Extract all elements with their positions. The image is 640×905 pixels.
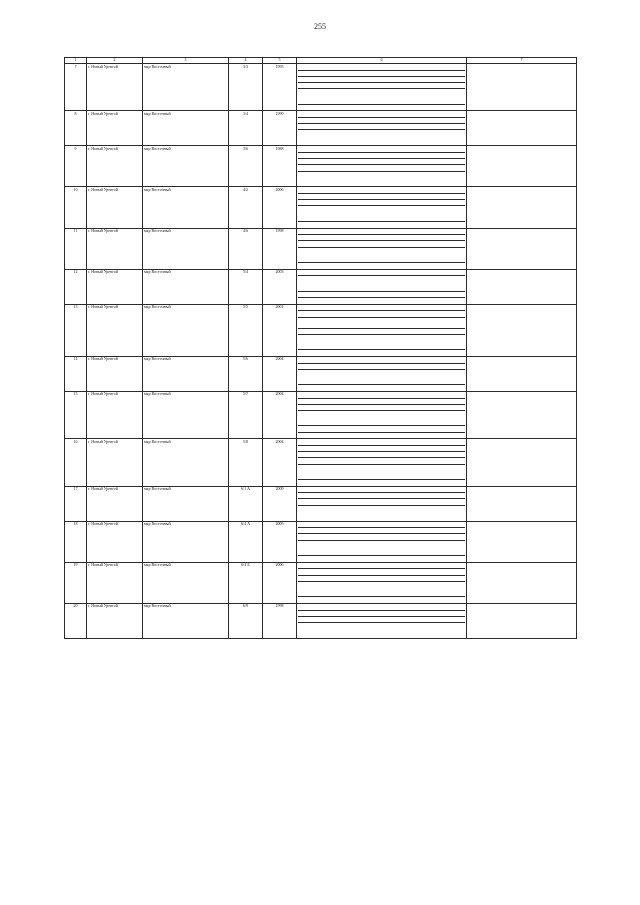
column-header: 7 — [467, 58, 577, 64]
work-item — [298, 582, 465, 597]
object-code-cell — [467, 269, 577, 304]
column-header: 1 — [65, 58, 87, 64]
work-item — [298, 298, 465, 303]
house-cell: 6/9 — [229, 603, 263, 638]
object-code-cell — [467, 391, 577, 438]
row-number: 19 — [65, 562, 87, 603]
object-code-cell — [467, 64, 577, 111]
house-cell: 6/1 А — [229, 486, 263, 521]
row-number: 7 — [65, 64, 87, 111]
column-header: 2 — [87, 58, 143, 64]
city-cell: г. Новый Уренгой — [87, 304, 143, 356]
works-cell — [297, 391, 467, 438]
table-row — [65, 391, 577, 438]
work-item — [298, 350, 465, 355]
table-row — [65, 562, 577, 603]
year-cell: 1998 — [263, 228, 297, 269]
table-row — [65, 146, 577, 187]
city-cell: г. Новый Уренгой — [87, 269, 143, 304]
district-cell: мкр Восточный — [143, 356, 229, 391]
city-cell: г. Новый Уренгой — [87, 187, 143, 228]
year-cell: 1999 — [263, 111, 297, 146]
house-cell: 5/8 — [229, 439, 263, 486]
object-code-cell — [467, 562, 577, 603]
object-code-cell — [467, 439, 577, 486]
year-cell: 1998 — [263, 603, 297, 638]
district-cell: мкр Восточный — [143, 64, 229, 111]
work-item — [298, 623, 465, 637]
works-cell — [297, 111, 467, 146]
work-item — [298, 172, 465, 186]
object-code-cell — [467, 486, 577, 521]
table-row — [65, 111, 577, 146]
table-body — [65, 64, 577, 639]
table-row — [65, 269, 577, 304]
row-number: 8 — [65, 111, 87, 146]
year-cell: 1988 — [263, 146, 297, 187]
city-cell: г. Новый Уренгой — [87, 111, 143, 146]
work-item — [298, 105, 465, 110]
work-item — [298, 222, 465, 227]
table-row — [65, 521, 577, 562]
district-cell: мкр Восточный — [143, 439, 229, 486]
house-cell: 3/6 — [229, 146, 263, 187]
house-cell: 6/4 Б — [229, 562, 263, 603]
works-cell — [297, 356, 467, 391]
district-cell: мкр Восточный — [143, 146, 229, 187]
house-cell: 5/6 — [229, 356, 263, 391]
city-cell: г. Новый Уренгой — [87, 64, 143, 111]
district-cell: мкр Восточный — [143, 304, 229, 356]
city-cell: г. Новый Уренгой — [87, 521, 143, 562]
row-number: 15 — [65, 391, 87, 438]
table-row — [65, 486, 577, 521]
column-header: 6 — [297, 58, 467, 64]
row-number: 14 — [65, 356, 87, 391]
works-cell — [297, 228, 467, 269]
work-item — [298, 556, 465, 561]
object-code-cell — [467, 146, 577, 187]
works-cell — [297, 486, 467, 521]
year-cell: 2004 — [263, 356, 297, 391]
row-number: 20 — [65, 603, 87, 638]
row-number: 9 — [65, 146, 87, 187]
object-code-cell — [467, 111, 577, 146]
work-item — [298, 411, 465, 426]
row-number: 13 — [65, 304, 87, 356]
works-cell — [297, 187, 467, 228]
works-cell — [297, 146, 467, 187]
row-number: 12 — [65, 269, 87, 304]
district-cell: мкр Восточный — [143, 269, 229, 304]
house-cell: 5/5 — [229, 304, 263, 356]
work-item — [298, 506, 465, 520]
year-cell: 1995 — [263, 64, 297, 111]
row-number: 17 — [65, 486, 87, 521]
table-row — [65, 603, 577, 638]
district-cell: мкр Восточный — [143, 228, 229, 269]
table-row — [65, 228, 577, 269]
house-cell: 3/3 — [229, 64, 263, 111]
work-item — [298, 335, 465, 350]
work-item — [298, 433, 465, 438]
house-cell: 5/7 — [229, 391, 263, 438]
city-cell: г. Новый Уренгой — [87, 391, 143, 438]
works-cell — [297, 269, 467, 304]
house-cell: 4/2 — [229, 187, 263, 228]
row-number: 18 — [65, 521, 87, 562]
year-cell: 2004 — [263, 391, 297, 438]
object-code-cell — [467, 603, 577, 638]
work-item — [298, 89, 465, 104]
work-item — [298, 263, 465, 268]
row-number: 11 — [65, 228, 87, 269]
year-cell: 2001 — [263, 304, 297, 356]
city-cell: г. Новый Уренгой — [87, 228, 143, 269]
district-cell: мкр Восточный — [143, 391, 229, 438]
works-cell — [297, 439, 467, 486]
table-row — [65, 304, 577, 356]
object-code-cell — [467, 187, 577, 228]
year-cell: 2009 — [263, 486, 297, 521]
table-row — [65, 356, 577, 391]
work-item — [298, 206, 465, 221]
object-code-cell — [467, 356, 577, 391]
works-cell — [297, 603, 467, 638]
page-number: 255 — [314, 22, 326, 31]
district-cell: мкр Восточный — [143, 521, 229, 562]
house-cell: 4/6 — [229, 228, 263, 269]
city-cell: г. Новый Уренгой — [87, 146, 143, 187]
house-cell: 3/4 — [229, 111, 263, 146]
object-code-cell — [467, 304, 577, 356]
work-item — [298, 541, 465, 556]
work-item — [298, 130, 465, 144]
works-cell — [297, 304, 467, 356]
works-cell — [297, 521, 467, 562]
year-cell: 2004 — [263, 439, 297, 486]
row-number: 10 — [65, 187, 87, 228]
city-cell: г. Новый Уренгой — [87, 486, 143, 521]
house-cell: 5/4 — [229, 269, 263, 304]
works-cell — [297, 64, 467, 111]
registry-table — [64, 57, 577, 639]
year-cell: 2005 — [263, 521, 297, 562]
column-header: 5 — [263, 58, 297, 64]
year-cell: 2006 — [263, 562, 297, 603]
object-code-cell — [467, 228, 577, 269]
work-item — [298, 370, 465, 385]
year-cell: 2006 — [263, 187, 297, 228]
table-row — [65, 187, 577, 228]
house-cell: 6/4 А — [229, 521, 263, 562]
work-item — [298, 318, 465, 329]
object-code-cell — [467, 521, 577, 562]
district-cell: мкр Восточный — [143, 187, 229, 228]
district-cell: мкр Восточный — [143, 486, 229, 521]
district-cell: мкр Восточный — [143, 562, 229, 603]
district-cell: мкр Восточный — [143, 111, 229, 146]
city-cell: г. Новый Уренгой — [87, 603, 143, 638]
work-item — [298, 248, 465, 263]
city-cell: г. Новый Уренгой — [87, 356, 143, 391]
works-cell — [297, 562, 467, 603]
city-cell: г. Новый Уренгой — [87, 562, 143, 603]
column-header: 4 — [229, 58, 263, 64]
table-row — [65, 64, 577, 111]
table-row — [65, 439, 577, 486]
work-item — [298, 276, 465, 291]
work-item — [298, 480, 465, 485]
work-item — [298, 597, 465, 602]
work-item — [298, 465, 465, 480]
year-cell: 2003 — [263, 269, 297, 304]
column-header: 3 — [143, 58, 229, 64]
district-cell: мкр Восточный — [143, 603, 229, 638]
work-item — [298, 385, 465, 390]
city-cell: г. Новый Уренгой — [87, 439, 143, 486]
row-number: 16 — [65, 439, 87, 486]
